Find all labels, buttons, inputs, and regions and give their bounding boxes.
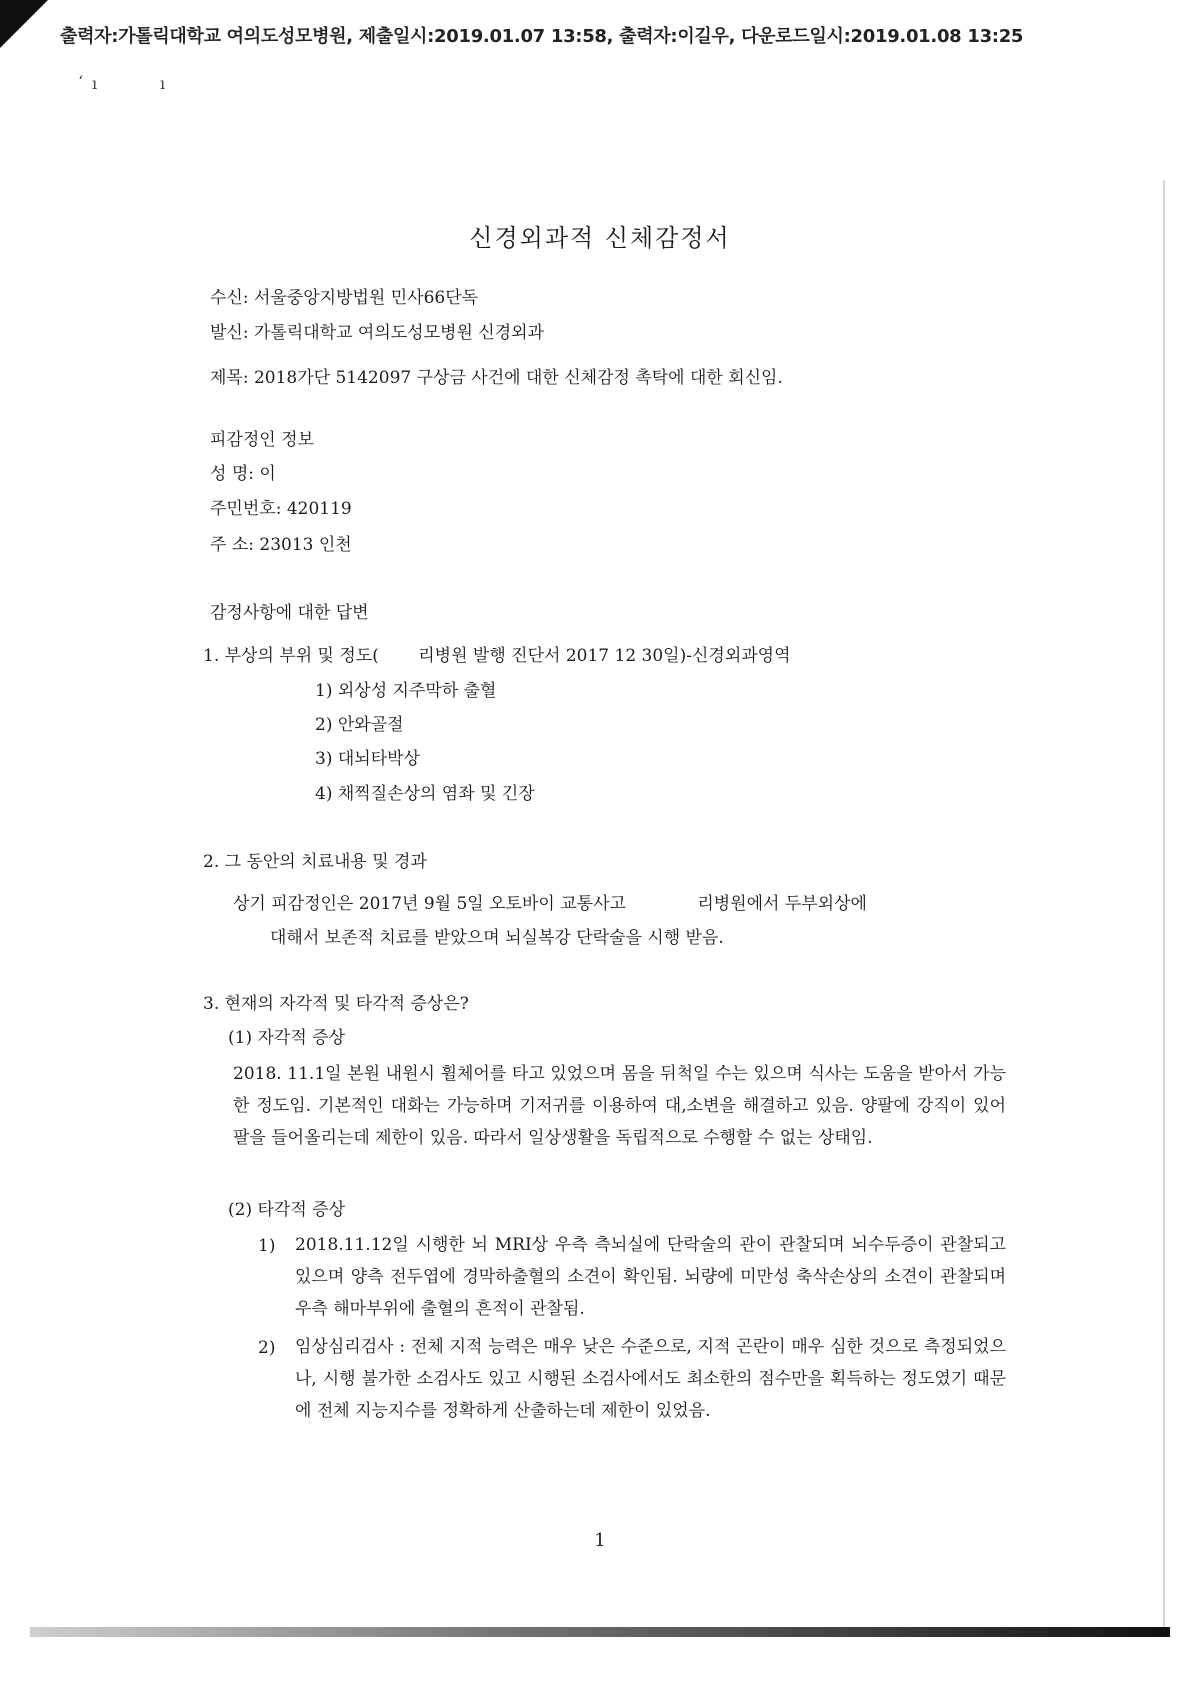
q1-item: 2) 안와골절 — [315, 715, 404, 735]
q2-line-1 — [233, 889, 867, 914]
scan-bottom-bar — [30, 1627, 1170, 1637]
sender-line: 발신: 가톨릭대학교 여의도성모병원 신경외과 — [210, 323, 544, 343]
recipient-line: 수신: 서울중앙지방법원 민사66단독 — [210, 288, 479, 308]
q1-item: 4) 채찍질손상의 염좌 및 긴장 — [315, 784, 535, 804]
patient-name-label: 성 명: — [210, 464, 254, 484]
q3-objective-item-text: 임상심리검사 : 전체 지적 능력은 매우 낮은 수준으로, 지적 곤란이 매우 심한 것으로 측정되었으나, 시행 불가한 소검사도 있고 시행된 소검사에서도 최소한의 점수만을 획득하는 정도였기 때문에 전체 지능지수를 정확하게 산출하는데 제한이 있었음. — [295, 1337, 1006, 1421]
patient-address-value: 23013 인천 — [259, 535, 352, 555]
q3-objective-heading: (2) 타각적 증상 — [228, 1200, 345, 1220]
page-number: 1 — [594, 1530, 606, 1551]
print-header: 출력자:가톨릭대학교 여의도성모병원, 제출일시:2019.01.07 13:58, 출력자:이길우, 다운로드일시:2019.01.08 13:25 — [60, 26, 1024, 47]
scan-speck: ı — [92, 74, 98, 93]
q3-objective-item-text: 2018.11.12일 시행한 뇌 MRI상 우측 측뇌실에 단락술의 관이 관찰되며 뇌수두증이 관찰되고 있으며 양측 전두엽에 경막하출혈의 소견이 확인됨. 뇌량에 미만성 축삭손상의 소견이 관찰되며 우측 해마부위에 출혈의 흔적이 관찰됨. — [295, 1235, 1006, 1319]
patient-id-label: 주민번호: — [210, 499, 282, 519]
q1-title: 1. 부상의 부위 및 정도( — [203, 646, 379, 666]
patient-heading: 피감정인 정보 — [210, 430, 314, 450]
scan-corner-mark — [0, 0, 48, 48]
q3-objective-item-number: 1) — [258, 1236, 276, 1256]
answers-heading: 감정사항에 대한 답변 — [210, 603, 369, 623]
patient-name-row — [210, 459, 276, 484]
q3-subjective-heading: (1) 자각적 증상 — [228, 1028, 345, 1048]
document-title: 신경외과적 신체감정서 — [469, 224, 731, 252]
patient-address-label: 주 소: — [210, 535, 254, 555]
q2-title: 2. 그 동안의 치료내용 및 경과 — [203, 852, 427, 872]
q2-line-1a: 상기 피감정인은 2017년 9월 5일 오토바이 교통사고 — [233, 894, 632, 914]
scan-speck: ı — [160, 74, 166, 93]
q1-title-tail: 리병원 발행 진단서 2017 12 30일)-신경외과영역 — [418, 646, 791, 666]
q3-subjective-text: 2018. 11.1일 본원 내원시 휠체어를 타고 있었으며 몸을 뒤척일 수는 있으며 식사는 도움을 받아서 가능한 정도임. 기본적인 대화는 가능하며 기저귀를 이용하여 대,소변을 해결하고 있음. 양팔에 강직이 있어 팔을 들어올리는데 제한이 있음. 따라서 일상생활을 독립적으로 수행할 수 없는 상태임. — [233, 1064, 1006, 1148]
q1-item: 1) 외상성 지주막하 출혈 — [315, 681, 497, 701]
q2-line-1b: 리병원에서 두부외상에 — [697, 894, 867, 914]
patient-id-value: 420119 — [286, 499, 352, 519]
patient-address-row — [210, 530, 352, 555]
subject-line: 제목: 2018가단 5142097 구상금 사건에 대한 신체감정 촉탁에 대한 회신임. — [210, 368, 783, 388]
q2-line-2: 대해서 보존적 치료를 받았으며 뇌실복강 단락술을 시행 받음. — [270, 928, 724, 948]
q3-title: 3. 현재의 자각적 및 타각적 증상은? — [203, 994, 469, 1014]
scan-speck: ʻ — [78, 72, 84, 91]
scan-edge-line — [1163, 180, 1165, 1630]
patient-name-value: 이 — [259, 464, 276, 484]
q3-objective-item-number: 2) — [258, 1338, 276, 1358]
patient-id-row — [210, 494, 352, 519]
q1-item: 3) 대뇌타박상 — [315, 749, 420, 769]
q1-title-row — [203, 641, 791, 666]
